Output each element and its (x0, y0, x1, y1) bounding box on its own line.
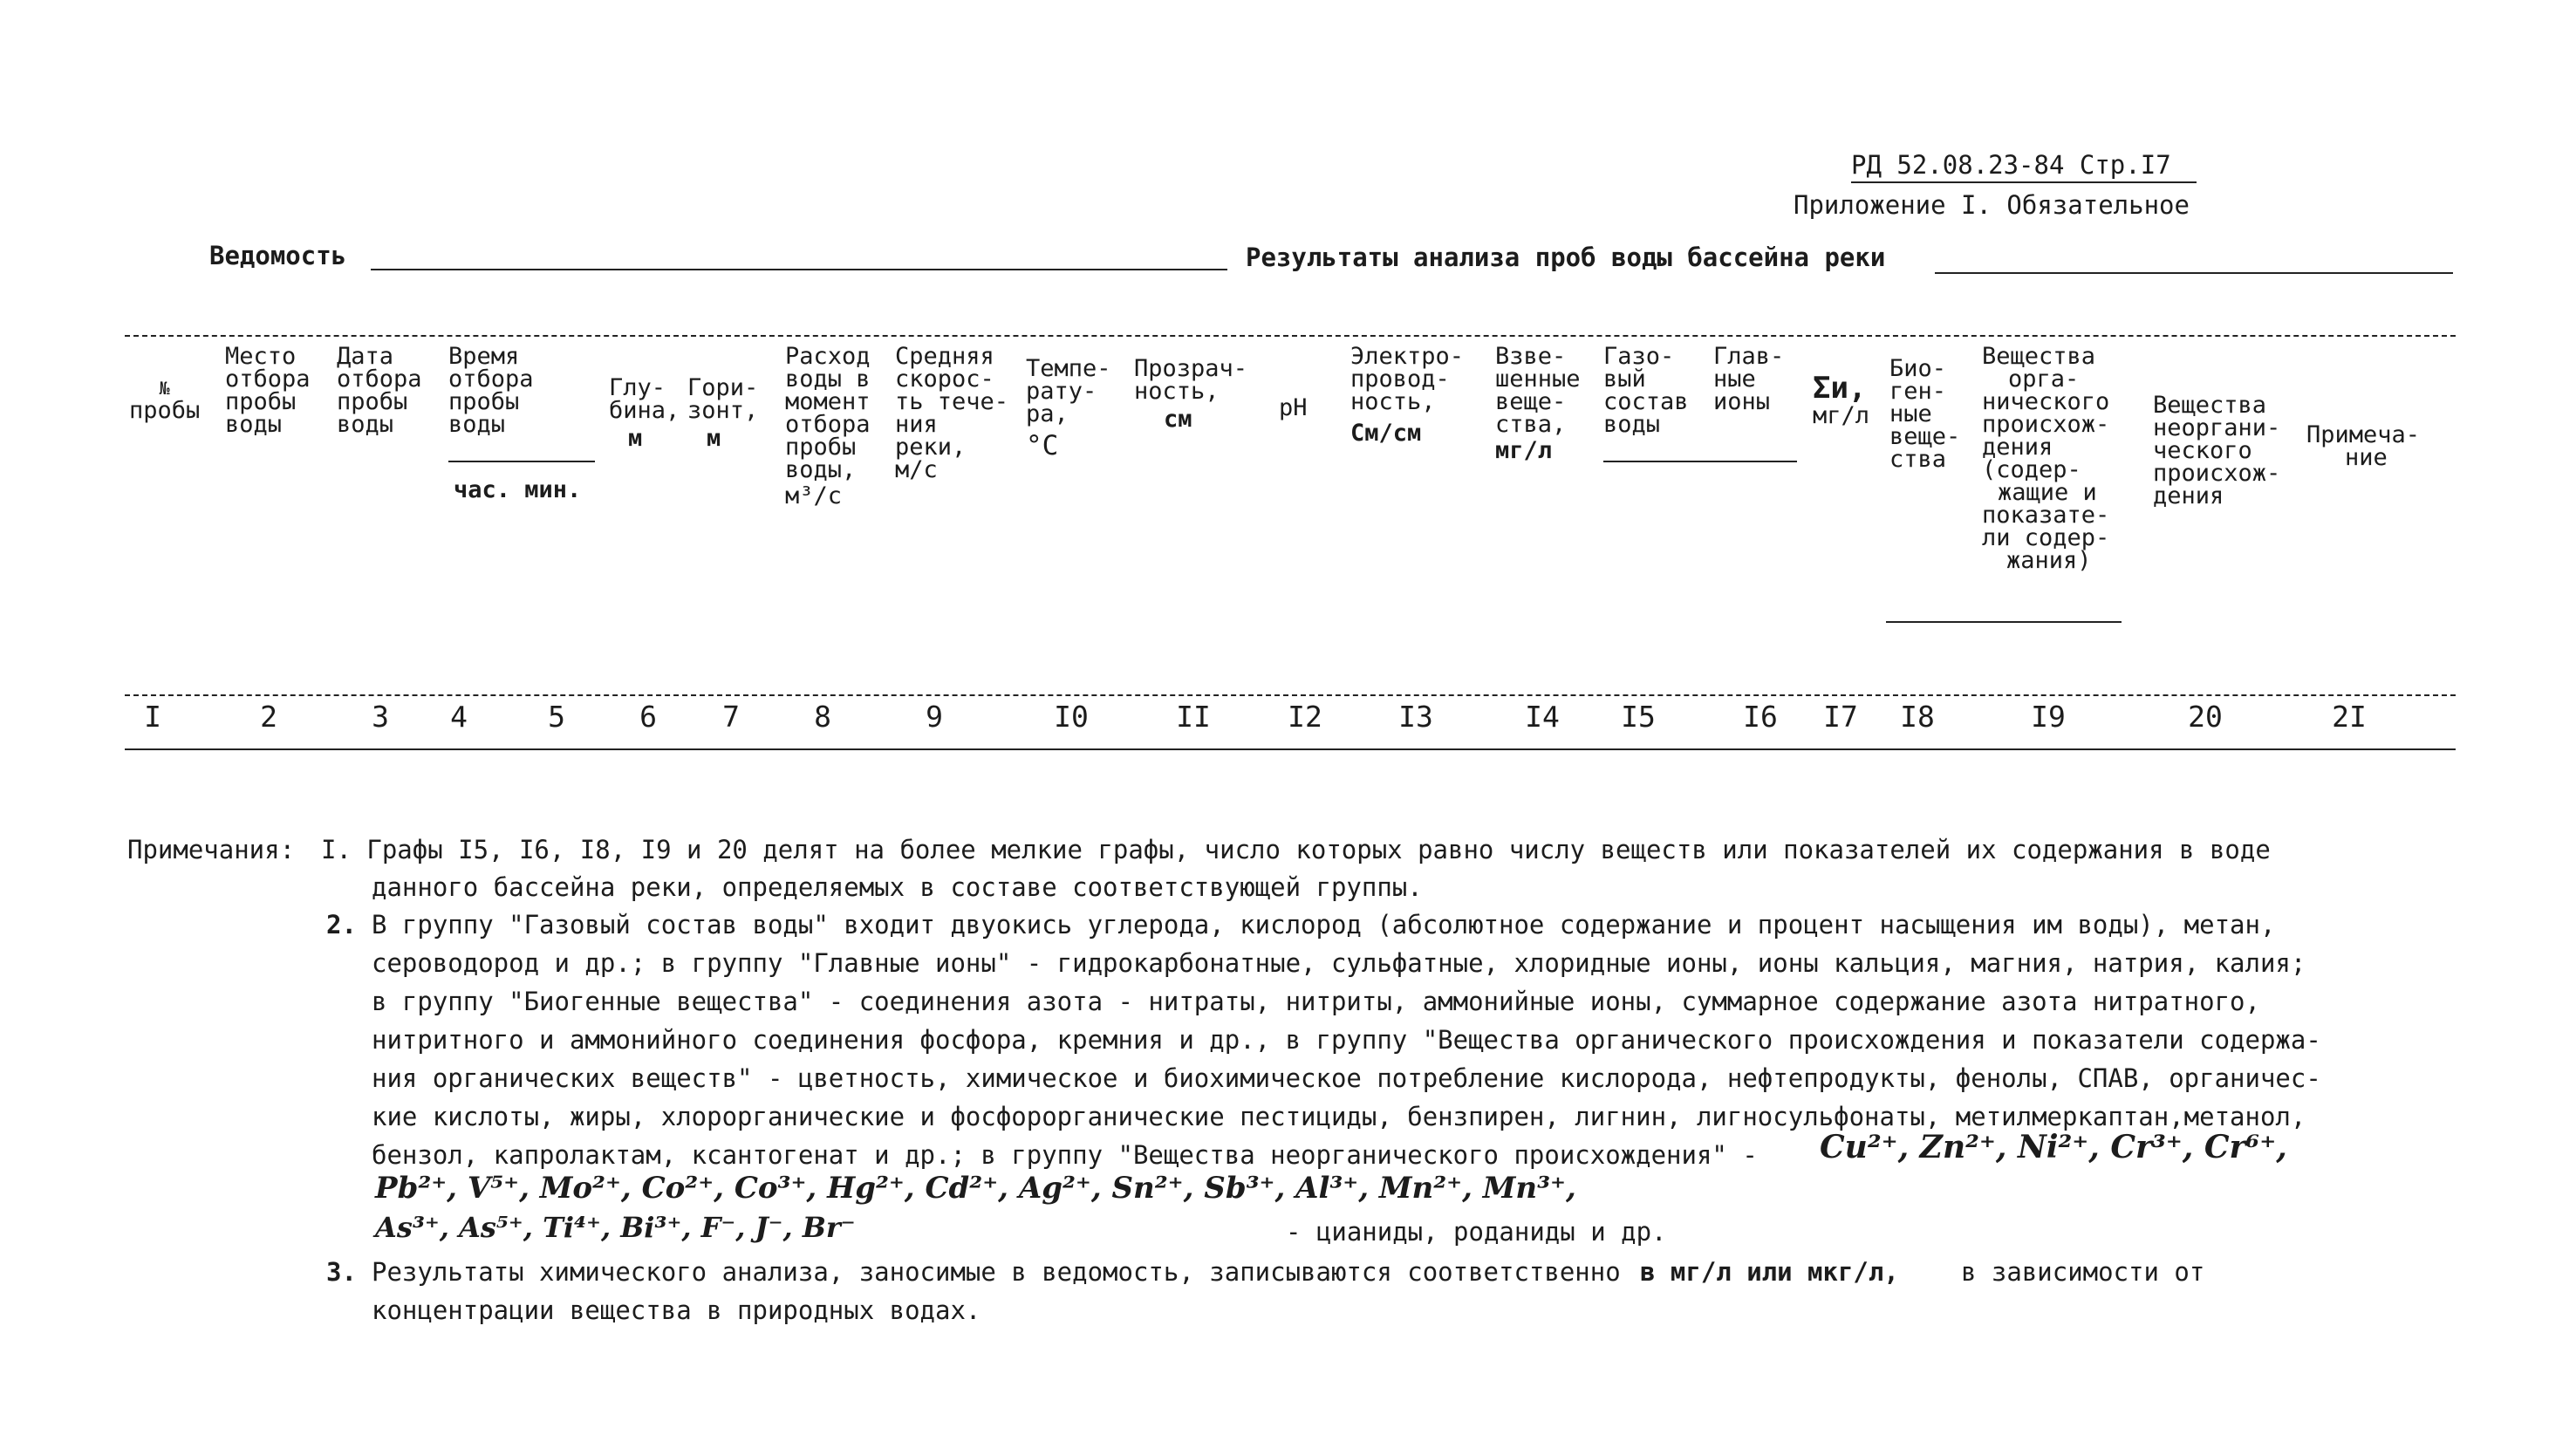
col-sampling-date: Дата отбора пробы воды (337, 343, 422, 438)
column-number: I3 (1398, 700, 1433, 734)
column-number: I0 (1054, 700, 1089, 734)
document-reference-underline (1851, 181, 2197, 183)
column-number: I8 (1900, 700, 1935, 734)
note-3-line-1b: в мг/л или мкг/л, (1640, 1257, 1899, 1287)
vedomost-blank-line (371, 269, 1227, 270)
column-number: I6 (1743, 700, 1778, 734)
column-number: 9 (926, 700, 943, 734)
note-2-line: сероводород и др.; в группу "Главные ионы" - гидрокарбонатные, сульфатные, хлоридные ионы, ионы кальция, магния, натрия, калия; (372, 948, 2306, 978)
col-horizon: Гори- зонт, м (687, 374, 759, 452)
col-time-hours-minutes: час. мин. (454, 476, 582, 503)
column-number: 5 (548, 700, 565, 734)
note-2-number: 2. (326, 910, 357, 940)
col-water-discharge: Расход воды в момент отбора пробы воды, м³/с (785, 343, 871, 509)
col-mean-velocity: Средняя скорос- ть тече- ния реки, м/с (895, 343, 1009, 483)
col-ph: pH (1279, 394, 1308, 421)
note-3-line-2: концентрации вещества в природных водах. (372, 1295, 981, 1325)
table-bottom-rule (125, 748, 2456, 750)
note-2-line: кие кислоты, жиры, хлорорганические и фосфорорганические пестициды, бензпирен, лигнин, лигносульфонаты, метилмеркаптан,метанол, (372, 1102, 2306, 1131)
column-number: I4 (1525, 700, 1560, 734)
note-2-line: бензол, капролактам, ксантогенат и др.; в группу "Вещества неорганического происхождения" - (372, 1140, 1758, 1170)
ions-line-2: Pb²⁺, V⁵⁺, Mo²⁺, Co²⁺, Co³⁺, Hg²⁺, Cd²⁺, Ag²⁺, Sn²⁺, Sb³⁺, Al³⁺, Mn²⁺, Mn³⁺, (375, 1171, 1576, 1206)
col-gas-composition: Газо- вый состав воды (1603, 343, 1689, 438)
vedomost-label: Ведомость (209, 241, 347, 270)
table-numbers-top-rule (125, 694, 2456, 696)
table-top-rule (125, 335, 2456, 337)
time-subheader-line (448, 461, 595, 462)
note-3-number: 3. (326, 1257, 357, 1287)
column-number: 20 (2188, 700, 2223, 734)
col-transparency: Прозрач- ность, см (1134, 355, 1248, 433)
column-number: 8 (814, 700, 831, 734)
col-sampling-time: Время отбора пробы воды (448, 343, 534, 438)
column-number: I2 (1288, 700, 1322, 734)
column-number: 7 (722, 700, 740, 734)
column-number: 4 (450, 700, 468, 734)
column-number: 2 (260, 700, 277, 734)
column-number: II (1176, 700, 1211, 734)
column-number: I5 (1621, 700, 1656, 734)
document-reference: РД 52.08.23-84 Стр.I7 (1851, 150, 2171, 180)
col-conductivity: Электро- провод- ность, См/см (1350, 343, 1465, 447)
col-suspended-matter: Взве- шенные веще- ства, мг/л (1495, 343, 1581, 464)
col-temperature: Темпе- рату- ра, °С (1026, 355, 1111, 461)
note-3-line-1a: Результаты химического анализа, заносимые в ведомость, записываются соответственно (372, 1257, 1621, 1287)
column-number: I (144, 700, 161, 734)
biogenic-organic-subheader-line (1886, 621, 2122, 623)
column-number: 2I (2332, 700, 2367, 734)
note-3-line-1c: в зависимости от (1961, 1257, 2205, 1287)
ions-line-3-tail: - цианиды, роданиды и др. (1286, 1217, 1667, 1247)
note-2-line: в группу "Биогенные вещества" - соединения азота - нитраты, нитриты, аммонийные ионы, суммарное содержание азота нитратного, (372, 987, 2260, 1016)
note-1-line-1: I. Графы I5, I6, I8, I9 и 20 делят на более мелкие графы, число которых равно числу веществ или показателей их содержания в воде (321, 835, 2271, 865)
ions-line-1-end: Cu²⁺, Zn²⁺, Ni²⁺, Cr³⁺, Cr⁶⁺, (1820, 1129, 2287, 1165)
col-sum-ions: Σи, мг/л (1813, 371, 1870, 429)
note-2-line: ния органических веществ" - цветность, химическое и биохимическое потребление кислорода, нефтепродукты, фенолы, СПАВ, органичес- (372, 1063, 2321, 1093)
notes-label: Примечания: (127, 835, 296, 865)
column-number: I9 (2031, 700, 2066, 734)
col-inorganic-substances: Вещества неоргани- ческого происхож- дения (2153, 392, 2281, 509)
ions-line-3: As³⁺, As⁵⁺, Ti⁴⁺, Bi³⁺, F⁻, J⁻, Br⁻ (375, 1211, 856, 1244)
col-sample-number: № пробы (129, 378, 201, 424)
note-2-line: В группу "Газовый состав воды" входит двуокись углерода, кислород (абсолютное содержание и процент насыщения им воды), метан, (372, 910, 2276, 940)
column-number: 3 (372, 700, 389, 734)
note-2-line: нитритного и аммонийного соединения фосфора, кремния и др., в группу "Вещества органического происхождения и показатели содержа- (372, 1025, 2321, 1055)
gas-ions-subheader-line (1603, 461, 1797, 462)
col-organic-substances: Вещества орга- нического происхож- дения (содер- жащие и показате- ли содер- жания) (1982, 343, 2110, 574)
col-depth: Глу- бина, м (609, 374, 680, 452)
appendix-label: Приложение I. Обязательное (1794, 190, 2190, 220)
note-1-line-2: данного бассейна реки, определяемых в составе соответствующей группы. (372, 872, 1423, 902)
river-blank-line (1935, 272, 2453, 274)
column-number: I7 (1823, 700, 1858, 734)
col-main-ions: Глав- ные ионы (1713, 343, 1785, 415)
col-remarks: Примеча- ние (2306, 421, 2421, 471)
results-title: Результаты анализа проб воды бассейна реки (1246, 243, 1886, 272)
col-biogenic-substances: Био- ген- ные веще- ства (1889, 355, 1961, 473)
column-number: 6 (639, 700, 657, 734)
col-sampling-place: Место отбора пробы воды (225, 343, 311, 438)
